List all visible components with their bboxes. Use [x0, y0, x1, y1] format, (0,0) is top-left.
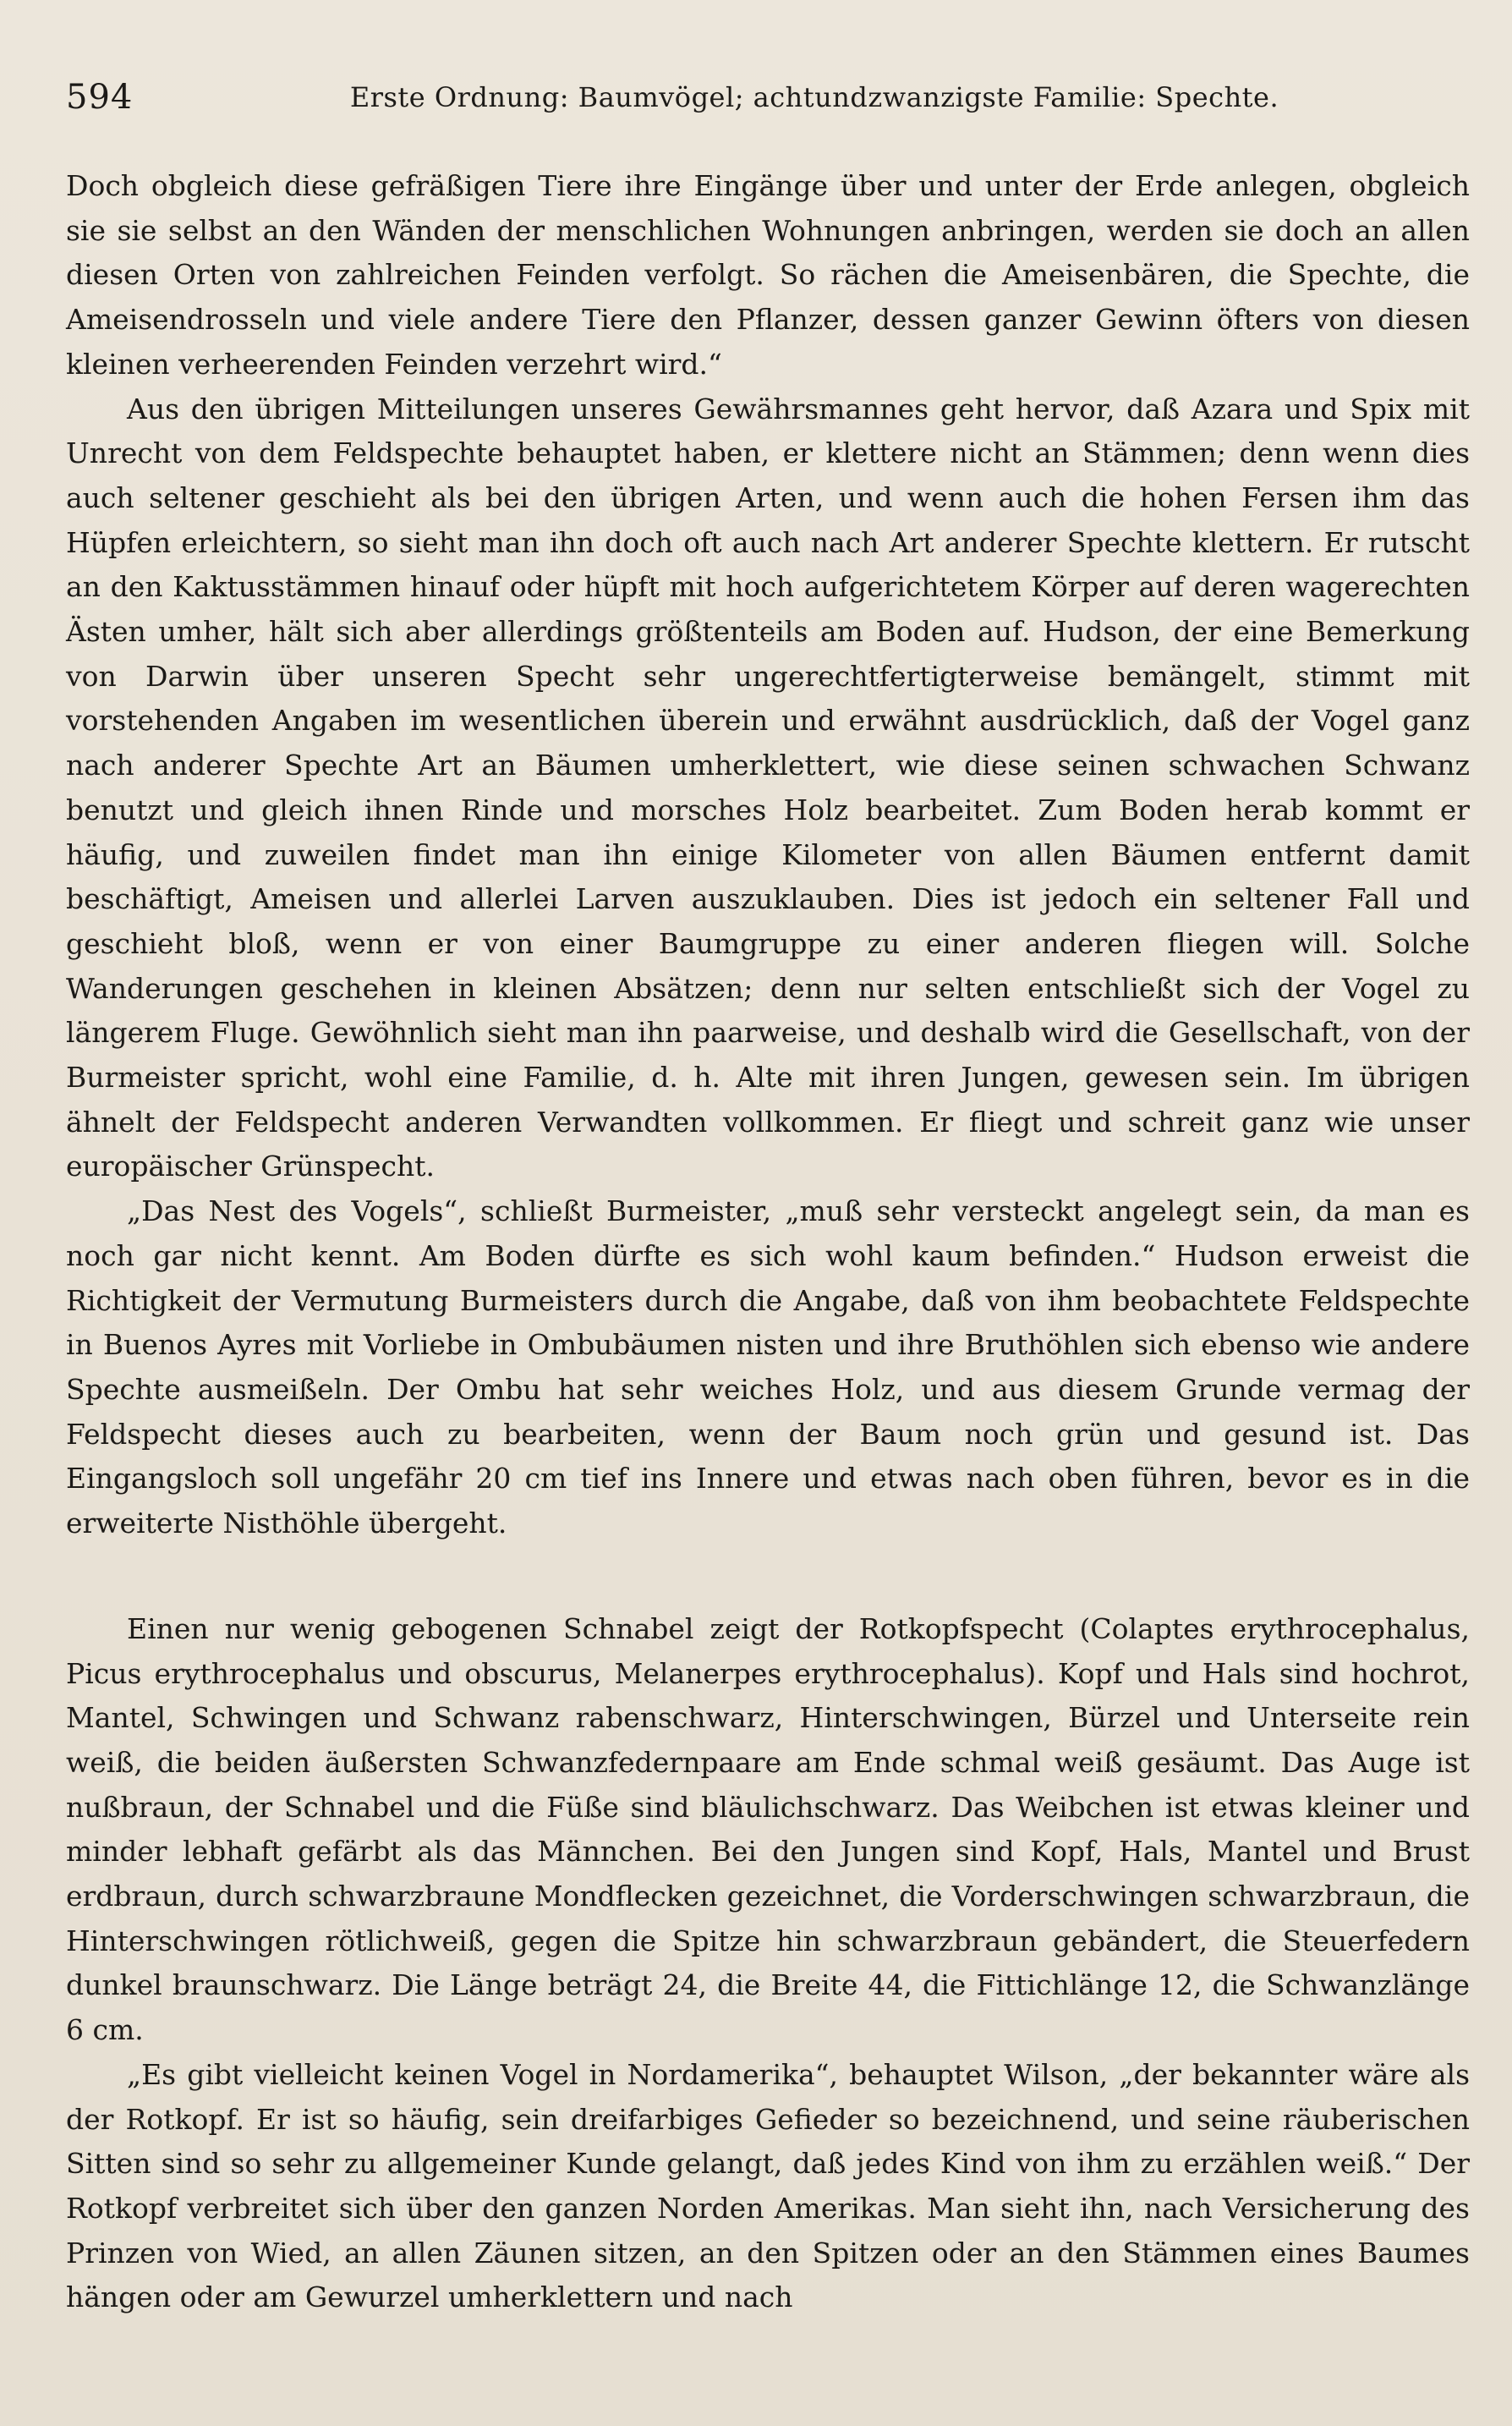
section-feldspecht: [66, 164, 1470, 1546]
paragraph: Aus den übrigen Mitteilungen unseres Gewährsmannes geht hervor, daß Azara und Spix mit Unrecht von dem Feldspechte behauptet haben, er klettere nicht an Stämmen; denn wenn dies auch seltener geschieht als bei den übrigen Arten, und wenn auch die hohen Fersen ihm das Hüpfen erleichtern, so sieht man ihn doch oft auch nach Art anderer Spechte klettern. Er rutscht an den Kaktusstämmen hinauf oder hüpft mit hoch aufgerichtetem Körper auf deren wagerechten Ästen umher, hält sich aber allerdings größtenteils am Boden auf. Hudson, der eine Bemerkung von Darwin über unseren Specht sehr ungerechtfertigterweise bemängelt, stimmt mit vorstehenden Angaben im wesentlichen überein und erwähnt ausdrücklich, daß der Vogel ganz nach anderer Spechte Art an Bäumen umherklettert, wie diese seinen schwachen Schwanz benutzt und gleich ihnen Rinde und morsches Holz bearbeitet. Zum Boden herab kommt er häufig, und zuweilen findet man ihn einige Kilometer von allen Bäumen entfernt damit beschäftigt, Ameisen und allerlei Larven auszuklauben. Dies ist jedoch ein seltener Fall und geschieht bloß, wenn er von einer Baumgruppe zu einer anderen fliegen will. Solche Wanderungen geschehen in kleinen Absätzen; denn nur selten entschließt sich der Vogel zu längerem Fluge. Gewöhnlich sieht man ihn paarweise, und deshalb wird die Gesellschaft, von der Burmeister spricht, wohl eine Familie, d. h. Alte mit ihren Jungen, gewesen sein. Im übrigen ähnelt der Feldspecht anderen Verwandten vollkommen. Er fliegt und schreit ganz wie unser europäischer Grünspecht.: [66, 392, 1470, 1183]
page-content: [66, 78, 1470, 2320]
paragraph: „Es gibt vielleicht keinen Vogel in Nordamerika“, behauptet Wilson, „der bekannter wäre als der Rotkopf. Er ist so häufig, sein dreifarbiges Gefieder so bezeichnend, und seine räuberischen Sitten sind so sehr zu allgemeiner Kunde gelangt, daß jedes Kind von ihm zu erzählen weiß.“ Der Rotkopf verbreitet sich über den ganzen Norden Amerikas. Man sieht ihn, nach Versicherung des Prinzen von Wied, an allen Zäunen sitzen, an den Spitzen oder an den Stämmen eines Baumes hängen oder am Gewurzel umherklettern und nach: [66, 2057, 1470, 2314]
section-break: [66, 1546, 1470, 1607]
section-rotkopfspecht: [66, 1607, 1470, 2320]
paragraph: Doch obgleich diese gefräßigen Tiere ihre Eingänge über und unter der Erde anlegen, obgleich sie sie selbst an den Wänden der menschlichen Wohnungen anbringen, werden sie doch an allen diesen Orten von zahlreichen Feinden verfolgt. So rächen die Ameisenbären, die Spechte, die Ameisendrosseln und viele andere Tiere den Pflanzer, dessen ganzer Gewinn öfters von diesen kleinen verheerenden Feinden verzehrt wird.“: [66, 169, 1470, 381]
running-header: [66, 78, 1470, 129]
running-title: Erste Ordnung: Baumvögel; achtundzwanzigste Familie: Spechte.: [349, 81, 1279, 113]
paragraph: Einen nur wenig gebogenen Schnabel zeigt der Rotkopfspecht (Colaptes erythrocephalus, Picus erythrocephalus und obscurus, Melanerpes erythrocephalus). Kopf und Hals sind hochrot, Mantel, Schwingen und Schwanz rabenschwarz, Hinterschwingen, Bürzel und Unterseite rein weiß, die beiden äußersten Schwanzfedernpaare am Ende schmal weiß gesäumt. Das Auge ist nußbraun, der Schnabel und die Füße sind bläulichschwarz. Das Weibchen ist etwas kleiner und minder lebhaft gefärbt als das Männchen. Bei den Jungen sind Kopf, Hals, Mantel und Brust erdbraun, durch schwarzbraune Mondflecken gezeichnet, die Vorderschwingen schwarzbraun, die Hinterschwingen rötlichweiß, gegen die Spitze hin schwarzbraun gebändert, die Steuerfedern dunkel braunschwarz. Die Länge beträgt 24, die Breite 44, die Fittichlänge 12, die Schwanzlänge 6 cm.: [66, 1611, 1470, 2047]
paragraph: „Das Nest des Vogels“, schließt Burmeister, „muß sehr versteckt angelegt sein, da man es noch gar nicht kennt. Am Boden dürfte es sich wohl kaum befinden.“ Hudson erweist die Richtigkeit der Vermutung Burmeisters durch die Angabe, daß von ihm beobachtete Feldspechte in Buenos Ayres mit Vorliebe in Ombubäumen nisten und ihre Bruthöhlen sich ebenso wie andere Spechte ausmeißeln. Der Ombu hat sehr weiches Holz, und aus diesem Grunde vermag der Feldspecht dieses auch zu bearbeiten, wenn der Baum noch grün und gesund ist. Das Eingangsloch soll ungefähr 20 cm tief ins Innere und etwas nach oben führen, bevor es in die erweiterte Nisthöhle übergeht.: [66, 1194, 1470, 1540]
page-number: 594: [66, 78, 134, 117]
